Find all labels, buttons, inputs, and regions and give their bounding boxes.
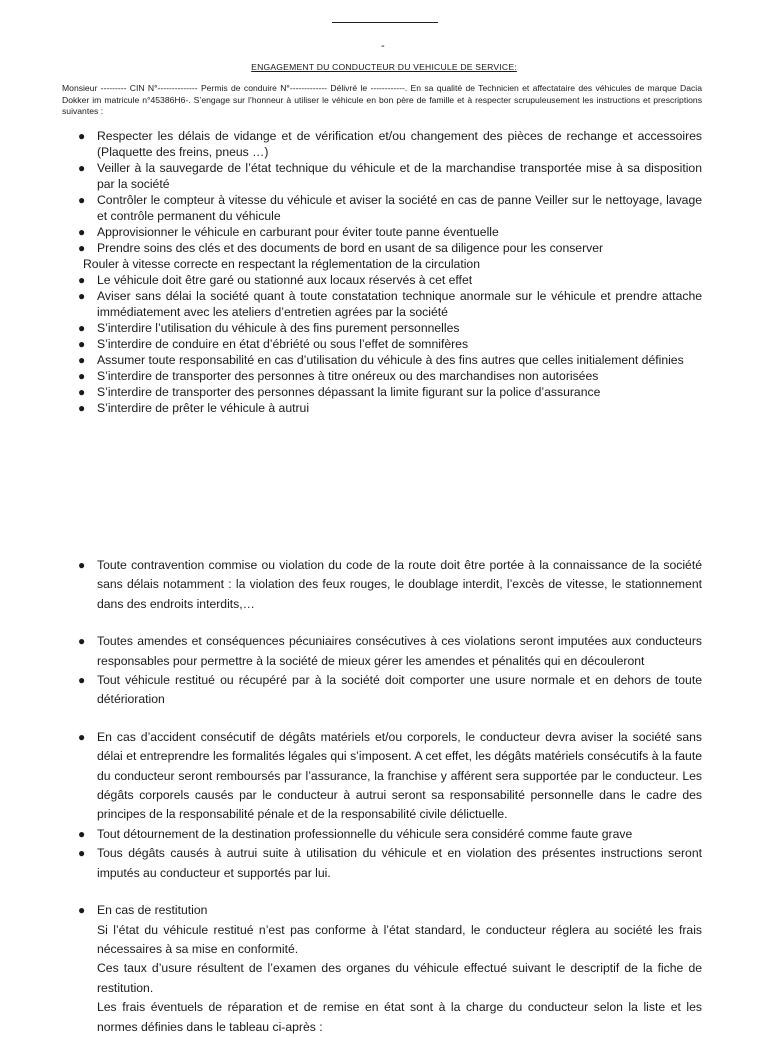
top-rule-line (332, 22, 438, 23)
list-item-text: Respecter les délais de vidange et de vérification et/ou changement des pièces de rechange et accessoires (Plaquette des freins, pneus …) (97, 129, 702, 159)
list-item (0, 844, 768, 883)
bullet-icon: ● (78, 369, 86, 383)
responsibilities-list (0, 556, 768, 1037)
bullet-icon: ● (78, 241, 86, 255)
bullet-icon: ● (78, 289, 86, 303)
list-item-text: Toutes amendes et conséquences pécuniaires consécutives à ces violations seront imputées aux conducteurs responsables pour permettre à la société de mieux gérer les amendes et pénalités qui en découleront (97, 634, 702, 668)
list-item-text: Assumer toute responsabilité en cas d’utilisation du véhicule à des fins autres que celles initialement définies (97, 353, 684, 367)
list-item (0, 632, 768, 671)
bullet-icon: ● (78, 846, 86, 861)
list-item (0, 240, 768, 256)
list-item-text: Aviser sans délai la société quant à toute constatation technique anormale sur le véhicule et prendre attache immédiatement avec les ateliers d’entretien agrées par la société (97, 289, 702, 319)
list-item-text: S’interdire de transporter des personnes à titre onéreux ou des marchandises non autorisées (97, 369, 599, 383)
bullet-icon: ● (78, 225, 86, 239)
list-item-text: S’interdire l’utilisation du véhicule à des fins purement personnelles (97, 321, 460, 335)
list-item-text: Les frais éventuels de réparation et de remise en état sont à la charge du conducteur selon la liste et les normes définies dans le tableau ci-après : (97, 1000, 702, 1034)
bullet-icon: ● (78, 634, 86, 649)
list-item (0, 368, 768, 384)
obligations-list (0, 128, 768, 416)
list-item-text: En cas d’accident consécutif de dégâts matériels et/ou corporels, le conducteur devra aviser la société sans délai et entreprendre les formalités légales qui s’imposent. A cet effet, les dégâts matériels consécutifs à la faute du conducteur seront remboursés par l’assurance, la franchise y afférent sera supportée par le conducteur. Les dégâts corporels causés par le conducteur à autrui seront sa responsabilité personnelle dans le cadre des principes de la responsabilité pénale et de la responsabilité civile délictuelle. (97, 729, 702, 822)
list-item (0, 671, 768, 710)
list-item (0, 336, 768, 352)
list-item-text: Toute contravention commise ou violation du code de la route doit être portée à la connaissance de la société sans délais notamment : la violation des feux rouges, le doublage interdit, l’excès de vitesse, le stationnement dans des endroits interdits,… (97, 558, 702, 611)
bullet-icon: ● (78, 903, 86, 918)
bullet-icon: ● (78, 337, 86, 351)
list-item (0, 400, 768, 416)
list-item (0, 352, 768, 368)
list-item-text: Contrôler le compteur à vitesse du véhicule et aviser la société en cas de panne Veiller sur le nettoyage, lavage et contrôle permanent du véhicule (97, 193, 702, 223)
list-item-text: Tous dégâts causés à autrui suite à utilisation du véhicule et en violation des présentes instructions seront imputés au conducteur et supportés par lui. (97, 846, 702, 880)
list-item (0, 556, 768, 614)
bullet-icon: ● (78, 353, 86, 367)
intro-paragraph: Monsieur --------- CIN N°-------------- Permis de conduire N°------------- Délivré le ------------. En sa qualité de Technicien et affectataire des véhicules de marque Dacia Dokker im matricule n°45386H6-. S’engage sur l’honneur à utiliser le véhicule en bon père de famille et à respecter scrupuleusement les instructions et prescriptions suivantes : (62, 83, 702, 116)
bullet-icon: ● (78, 826, 86, 841)
bullet-icon: ● (78, 161, 86, 175)
list-item (0, 384, 768, 400)
bullet-icon: ● (78, 673, 86, 688)
bullet-icon: ● (78, 558, 86, 572)
dash-mark: - (381, 40, 385, 52)
list-item (0, 728, 768, 825)
list-item (0, 272, 768, 288)
list-item (0, 256, 768, 272)
list-item (0, 825, 768, 844)
list-item-text: Ces taux d’usure résultent de l’examen des organes du véhicule effectué suivant le descriptif de la fiche de restitution. (97, 961, 702, 995)
list-item (0, 288, 768, 320)
document-title: ENGAGEMENT DU CONDUCTEUR DU VEHICULE DE SERVICE: (251, 62, 517, 72)
bullet-icon: ● (78, 729, 86, 744)
list-item (0, 128, 768, 160)
list-item-text: Si l’état du véhicule restitué n’est pas conforme à l’état standard, le conducteur réglera au société les frais nécessaires à sa mise en conformité. (97, 922, 702, 956)
bullet-icon: ● (78, 401, 86, 415)
list-item (0, 320, 768, 336)
list-item-text: Veiller à la sauvegarde de l’état technique du véhicule et de la marchandise transportée mise à sa disposition par la société (97, 161, 702, 191)
list-item (0, 192, 768, 224)
list-item-text: En cas de restitution (97, 903, 208, 918)
bullet-icon: ● (78, 273, 86, 287)
bullet-icon: ● (78, 385, 86, 399)
list-item-text: Le véhicule doit être garé ou stationné aux locaux réservés à cet effet (97, 273, 473, 287)
list-item-text: Tout véhicule restitué ou récupéré par à la société doit comporter une usure normale et en dehors de toute détérioration (97, 673, 702, 707)
list-item-text: Tout détournement de la destination professionnelle du véhicule sera considéré comme faute grave (97, 826, 633, 841)
list-item-text: S’interdire de transporter des personnes dépassant la limite figurant sur la police d’assurance (97, 385, 601, 399)
bullet-icon: ● (78, 321, 86, 335)
list-item (0, 160, 768, 192)
list-item-text: Approvisionner le véhicule en carburant pour éviter toute panne éventuelle (97, 225, 499, 239)
list-item-text: Prendre soins des clés et des documents de bord en usant de sa diligence pour les conserver (97, 241, 604, 255)
list-item-text: Rouler à vitesse correcte en respectant la réglementation de la circulation (83, 257, 480, 271)
list-item-text: S’interdire de conduire en état d’ébriété ou sous l’effet de somnifères (97, 337, 469, 351)
list-item-text: S’interdire de prêter le véhicule à autrui (97, 401, 310, 415)
list-item (0, 901, 768, 1037)
bullet-icon: ● (78, 129, 86, 143)
bullet-icon: ● (78, 193, 86, 207)
list-item (0, 224, 768, 240)
